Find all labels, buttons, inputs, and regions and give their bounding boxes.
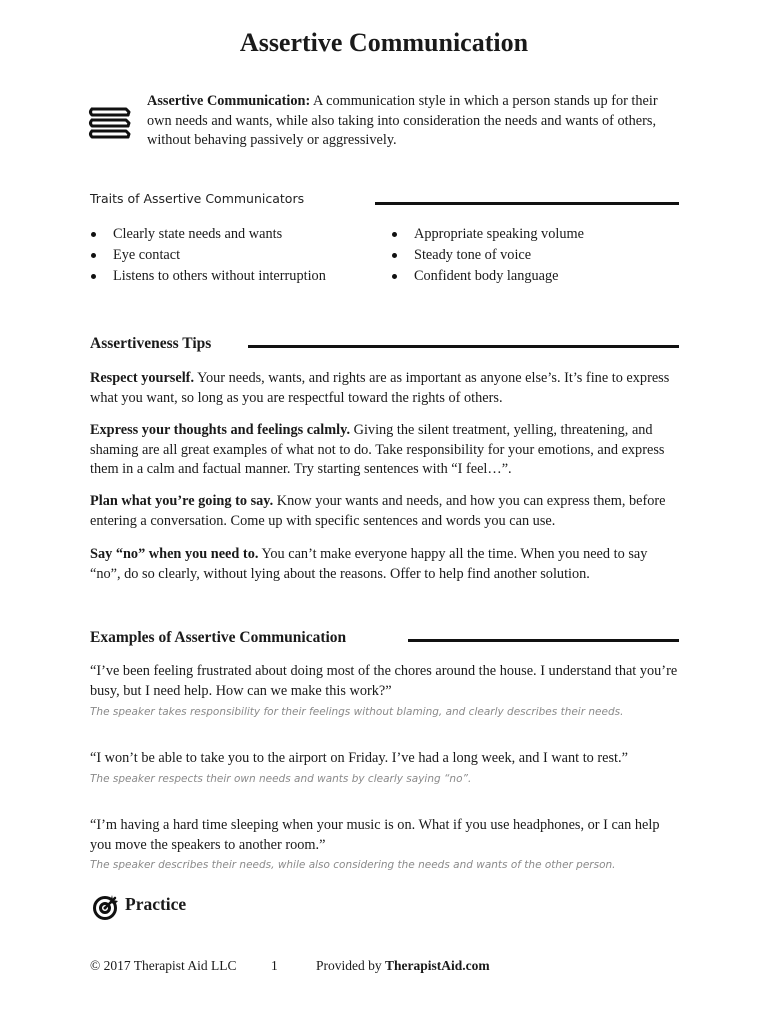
footer-provided-prefix: Provided by (316, 958, 385, 973)
tip-text: Your needs, wants, and rights are as important as anyone else’s. It’s fine to express what you want, so long as you are respectful toward the rights of others. (90, 370, 670, 406)
bullet-icon (392, 274, 397, 279)
tip-paragraph (90, 421, 680, 480)
target-icon (92, 893, 120, 921)
bullet-icon (392, 232, 397, 237)
tip-paragraph (90, 545, 680, 584)
tip-text: Know your wants and needs, and how you can express them, before entering a conversation. Come up with specific sentences and words you can use. (90, 493, 666, 529)
tip-title: Express your thoughts and feelings calmly. (90, 422, 351, 438)
tip-title: Say “no” when you need to. (90, 546, 259, 562)
example-note: The speaker describes their needs, while also considering the needs and wants of the other person. (90, 859, 616, 871)
traits-heading: Traits of Assertive Communicators (90, 191, 305, 206)
tip-text: You can’t make everyone happy all the time. When you need to say “no”, do so clearly, without lying about the reasons. Offer to help find another solution. (90, 546, 648, 582)
example-quote: “I’m having a hard time sleeping when your music is on. What if you use headphones, or I can help you move the speakers to another room.” (90, 817, 660, 853)
page-title: Assertive Communication (239, 28, 529, 57)
tip-paragraph (90, 369, 680, 408)
definition-paragraph (147, 92, 677, 151)
definition-text: A communication style in which a person stands up for their own needs and wants, while also taking into consideration the needs and wants of others, without behaving passively or aggressively. (147, 93, 658, 148)
tips-heading: Assertiveness Tips (90, 335, 212, 352)
list-item: Eye contact (90, 245, 380, 266)
example-quote: “I won’t be able to take you to the airport on Friday. I’ve had a long week, and I want to rest.” (90, 750, 628, 766)
examples-divider (408, 639, 679, 642)
definition-term: Assertive Communication: (147, 93, 311, 109)
tip-title: Plan what you’re going to say. (90, 493, 274, 509)
list-item: Steady tone of voice (391, 245, 681, 266)
bullet-icon (91, 253, 96, 258)
footer-provided (316, 958, 490, 974)
tip-text: Giving the silent treatment, yelling, threatening, and shaming are all great examples of what not to do. Take responsibility for your emotions, and express them in a calm and factual manner. Try starting sentences with “I feel…”. (90, 422, 665, 477)
list-item: Clearly state needs and wants (90, 224, 380, 245)
example-quote: “I’ve been feeling frustrated about doing most of the chores around the house. I understand that you’re busy, but I need help. How can we make this work?” (90, 663, 678, 699)
tip-title: Respect yourself. (90, 370, 195, 386)
traits-divider (375, 202, 679, 205)
tips-divider (248, 345, 679, 348)
books-icon (86, 104, 132, 144)
footer-page-number: 1 (271, 958, 278, 973)
practice-heading: Practice (125, 894, 187, 914)
bullet-icon (91, 232, 96, 237)
footer-copyright: © 2017 Therapist Aid LLC (90, 958, 237, 973)
example-note: The speaker respects their own needs and wants by clearly saying “no”. (90, 773, 472, 785)
footer-provided-name: TherapistAid.com (385, 958, 490, 973)
list-item: Appropriate speaking volume (391, 224, 681, 245)
examples-heading: Examples of Assertive Communication (90, 629, 347, 646)
bullet-icon (392, 253, 397, 258)
traits-list-left (90, 224, 380, 287)
bullet-icon (91, 274, 96, 279)
tip-paragraph (90, 492, 680, 531)
traits-list-right (391, 224, 681, 287)
list-item: Confident body language (391, 266, 681, 287)
example-note: The speaker takes responsibility for their feelings without blaming, and clearly describes their needs. (90, 706, 624, 718)
list-item: Listens to others without interruption (90, 266, 380, 287)
